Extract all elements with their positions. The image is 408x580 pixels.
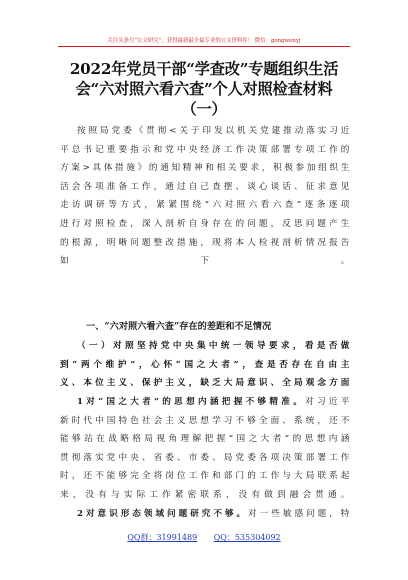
intro-line: 如下。: [60, 256, 350, 267]
intro-paragraph: [60, 122, 350, 271]
point-2-lead: 2对意识形态领域问题研究不够。: [77, 509, 249, 519]
point-1-line: 来，没有与实际工作紧密联系，没有做到融会贯通。: [60, 489, 350, 500]
subsection-line: 义、本位主义、保护主义，缺乏大局意识、全局观念方面: [60, 378, 350, 389]
subsection-line: （一）对照坚持党中央集中统一领导要求，看是否做: [77, 341, 350, 351]
point-1-first-line: [60, 393, 350, 412]
qq-group-link[interactable]: QQ群：31991489: [127, 533, 198, 542]
document-title-line-1: 2022年党员干部“学查改”专题组织生活: [69, 60, 339, 78]
subsection-1: [60, 337, 350, 393]
point-2-paragraph: [60, 505, 350, 524]
intro-line: 活会各项准备工作，通过自己查摆、谈心谈话、征求意见: [60, 181, 350, 192]
page-header: 关注头条号“公文研究”，获得最新最全最专业的公文资料库！ 微信：gongwenyj: [107, 38, 301, 44]
point-1-paragraph: [60, 393, 350, 505]
point-2-first-line: [60, 505, 350, 524]
section-heading-1: 一、“六对照六看六查”存在的差距和不足情况: [86, 321, 272, 332]
point-1-line: 新时代中国特色社会主义思想学习不够全面、系统，还不: [60, 415, 350, 426]
intro-line: 进行对照检查，深入剖析自身存在的问题，反思问题产生: [60, 218, 350, 229]
point-1-line: 能够站在战略格局视角理解把握“国之大者”的思想内涵: [60, 434, 350, 445]
document-title-line-2: 会“六对照六看六查”个人对照检查材料: [75, 80, 333, 98]
intro-line: 按照局党委《贯彻<关于印发以机关党建推动落实习近: [77, 126, 350, 136]
point-2-first-rest: 对一些敏感问题，特: [248, 509, 350, 519]
intro-line: 平总书记重要指示和党中央经济工作决策部署专项工作的: [60, 144, 350, 155]
intro-line: 的根源，明晰问题整改措施，现将本人检视剖析情况报告: [60, 237, 350, 248]
document-title-line-3: （一）: [181, 100, 227, 118]
subsection-line: 到“两个维护”，心怀“国之大者”，查是否存在自由主: [60, 359, 350, 370]
qq-contact-link[interactable]: QQ：535304092: [213, 533, 281, 542]
page-footer: [0, 532, 408, 543]
point-1-line: 时，还不能够完全将岗位工作和部门的工作与大局联系起: [60, 471, 350, 482]
point-1-line: 贯彻落实党中央、省委、市委、局党委各项决策部署工作: [60, 452, 350, 463]
header-divider: [58, 46, 350, 47]
intro-line: 走访调研等方式，紧紧围绕“六对照六看六查”逐条逐项: [60, 200, 350, 211]
point-1-lead: 1对“国之大者”的思想内涵把握不够精准。: [77, 397, 306, 407]
point-1-first-rest: 对习近平: [305, 397, 350, 407]
intro-line: 方案>具体措施》的通知精神和相关要求，积极参加组织生: [60, 163, 350, 174]
